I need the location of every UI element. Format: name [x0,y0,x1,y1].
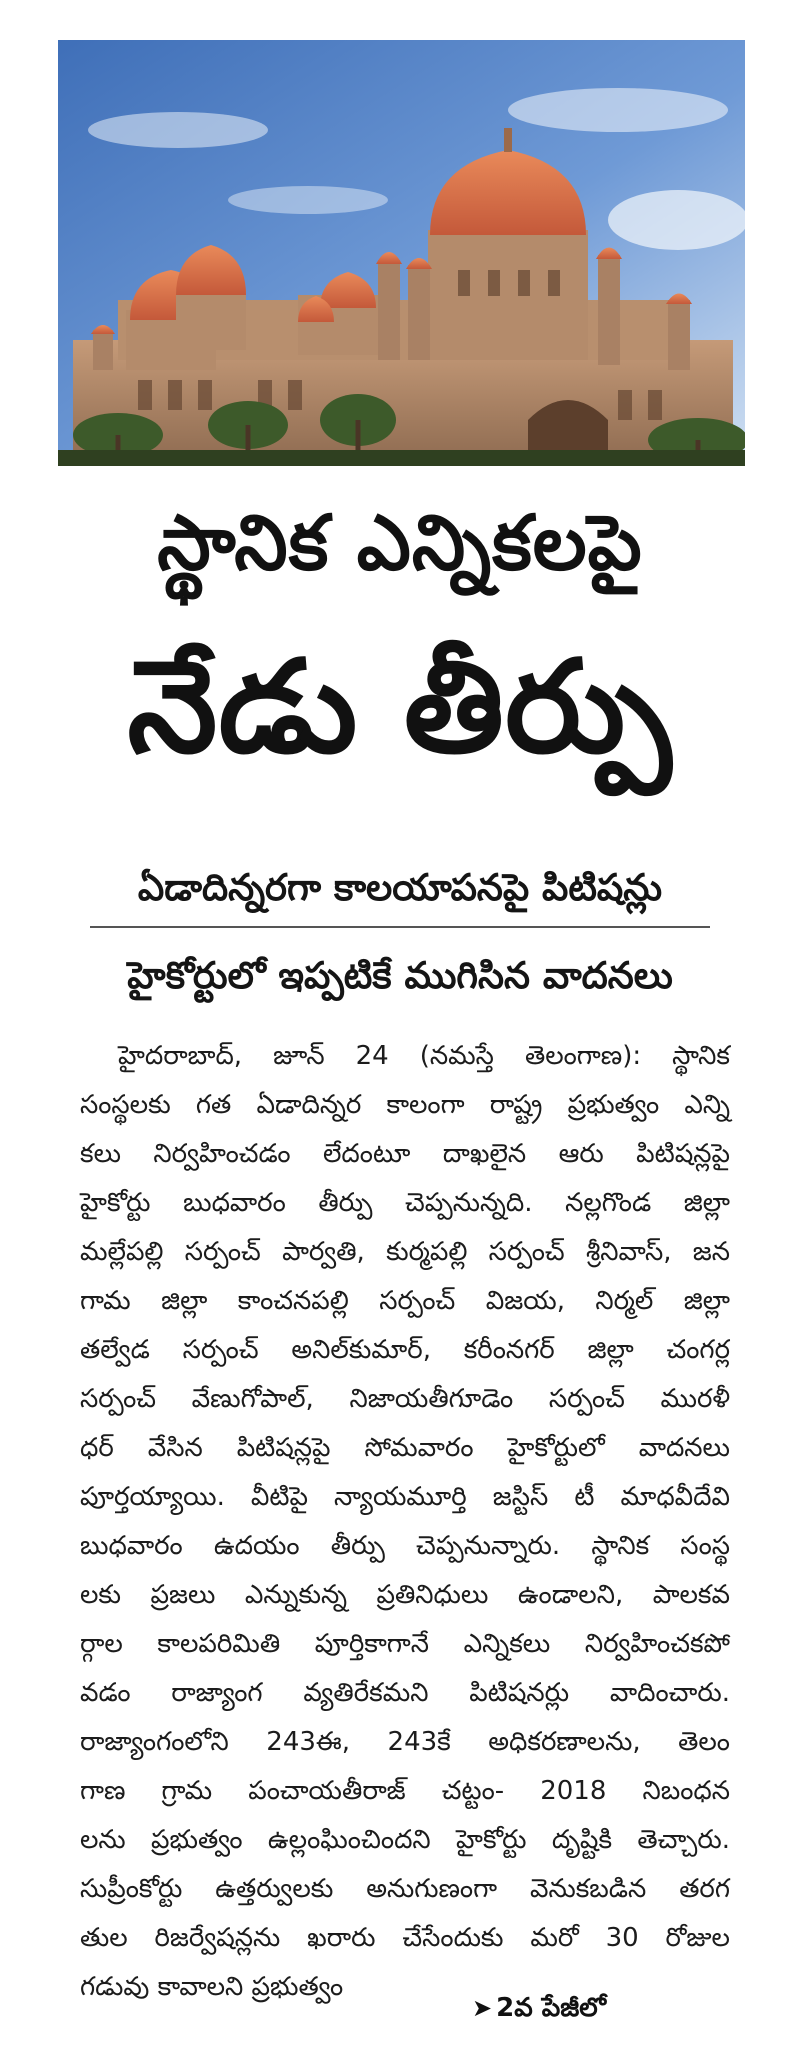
subheading-divider [90,926,710,928]
headline-line-2: నేడు తీర్పు [127,633,673,782]
article-body [80,1032,730,2012]
body-line: బుధవారం ఉదయం తీర్పు చెప్పనున్నారు. స్థానిక సంస్థ [80,1531,730,1561]
body-line: ధర్ వేసిన పిటిషన్లపై సోమవారం హైకోర్టులో వాదనలు [80,1433,730,1463]
high-court-photo [58,40,745,466]
body-line: వడం రాజ్యాంగ వ్యతిరేకమని పిటిషనర్లు వాదించారు. [80,1678,730,1708]
body-line: కలు నిర్వహించడం లేదంటూ దాఖలైన ఆరు పిటిషన్లపై [80,1139,730,1169]
high-court-image [58,40,745,466]
body-line: పూర్తయ్యాయి. వీటిపై న్యాయమూర్తి జస్టిస్ టీ మాధవీదేవి [80,1482,730,1512]
body-line: ర్గాల కాలపరిమితి పూర్తికాగానే ఎన్నికలు నిర్వహించకపో [80,1629,730,1659]
subheading-1: ఏడాదిన్నరగా కాలయాపనపై పిటిషన్లు [137,866,663,909]
arrow-right-icon: ➤ [472,1994,493,2022]
continued-on-page-2[interactable] [472,1988,606,2028]
body-line: తల్వేడ సర్పంచ్ అనిల్‌కుమార్, కరీంనగర్ జిల్లా చంగర్ల [80,1335,730,1365]
body-line: సర్పంచ్ వేణుగోపాల్, నిజాయతీగూడెం సర్పంచ్ మురళీ [80,1384,730,1414]
body-line: మల్లేపల్లి సర్పంచ్ పార్వతి, కుర్మపల్లి సర్పంచ్ శ్రీనివాస్, జన [80,1237,730,1267]
body-line: లకు ప్రజలు ఎన్నుకున్న ప్రతినిధులు ఉండాలని, పాలకవ [80,1580,730,1610]
body-line: తుల రిజర్వేషన్లను ఖరారు చేసేందుకు మరో 30 రోజుల [80,1923,730,1953]
body-line: సంస్థలకు గత ఏడాదిన్నర కాలంగా రాష్ట్ర ప్రభుత్వం ఎన్ని [80,1090,730,1120]
subheading-2: హైకోర్టులో ఇప్పటికే ముగిసిన వాదనలు [127,954,673,997]
body-line: లను ప్రభుత్వం ఉల్లంఘించిందని హైకోర్టు దృష్టికి తెచ్చారు. [80,1825,730,1855]
body-line: రాజ్యాంగంలోని 243ఈ, 243కే అధికరణాలను, తెలం [80,1727,730,1757]
body-line: గాణ గ్రామ పంచాయతీరాజ్ చట్టం- 2018 నిబంధన [80,1776,730,1806]
continued-label: 2వ పేజీలో [496,1993,606,2023]
body-line-last: గడువు కావాలని ప్రభుత్వం [80,1972,344,2002]
body-line: హైకోర్టు బుధవారం తీర్పు చెప్పనున్నది. నల్లగొండ జిల్లా [80,1188,730,1218]
body-line: సుప్రీంకోర్టు ఉత్తర్వులకు అనుగుణంగా వెనుకబడిన తరగ [80,1874,730,1904]
body-line: హైదరాబాద్, జూన్ 24 (నమస్తే తెలంగాణ): స్థానిక [118,1041,730,1071]
body-line: గామ జిల్లా కాంచనపల్లి సర్పంచ్ విజయ, నిర్మల్ జిల్లా [80,1286,730,1316]
headline-line-1: స్థానిక ఎన్నికలపై [157,498,643,587]
